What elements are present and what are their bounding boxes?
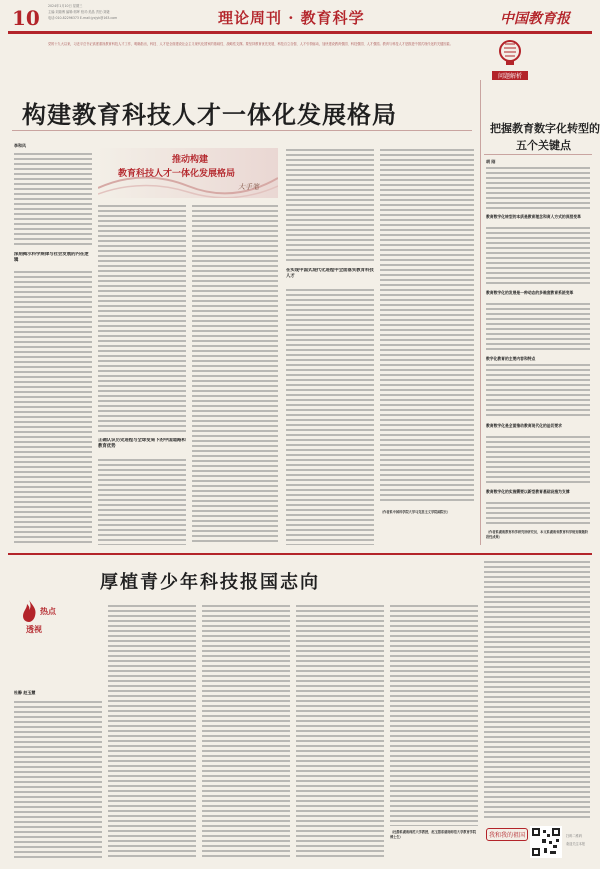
main-col-1-top bbox=[14, 152, 92, 247]
main-author: 李和风 bbox=[14, 143, 26, 148]
side-author: 胡 刚 bbox=[486, 159, 496, 164]
main-col-4-top bbox=[286, 148, 374, 262]
main-col-3 bbox=[192, 204, 278, 545]
section-divider bbox=[8, 553, 592, 555]
side-text-5 bbox=[486, 501, 590, 527]
lightbulb-icon bbox=[495, 38, 525, 68]
second-col-6 bbox=[484, 560, 590, 818]
main-col-5 bbox=[380, 148, 474, 504]
second-footer-note: （杜静系湖南师范大学教授，赵玉慧系湖南师范大学教育学院博士生） bbox=[390, 830, 477, 839]
header-rule bbox=[8, 31, 592, 34]
graphic-title-line1: 推动构建 bbox=[172, 155, 209, 165]
side-point-1: 教育数字化转型的本质是教育理念和育人方式的深层变革 bbox=[486, 214, 581, 219]
intro-text: 党的十九大以来，习近平总书记高度重视教育科技人才工作，明确指出，科技、人才是全面建设社会主义现代化国家的基础性、战略性支撑。要坚持教育优先发展、科技自立自强、人才引领驱动，加快建设教育强国、科技强国、人才强国。教育与科技人才是推进中国式现代化的关键因素。 bbox=[48, 42, 453, 46]
newspaper-name: 中国教育报 bbox=[500, 11, 570, 27]
editor-line: 主编:刘瑞博 编辑:郭晖 校对:美晶 责任:刘婕 bbox=[48, 10, 110, 14]
main-article-title: 构建教育科技人才一体化发展格局 bbox=[22, 100, 397, 129]
badge-label: 问题解析 bbox=[492, 71, 528, 80]
main-title-rule bbox=[12, 130, 472, 131]
feature-graphic bbox=[98, 148, 278, 198]
hot-topic-badge bbox=[18, 598, 64, 642]
side-point-3: 数字化教育的主要内容和特点 bbox=[486, 356, 536, 361]
main-subhead-1: 深刻揭示科学规律与社会发展的内在逻辑 bbox=[14, 252, 89, 263]
badge-hot-line2: 透视 bbox=[26, 625, 42, 634]
phone-line: 电话:010-82296373 E-mail:jycjyk@163.com bbox=[48, 16, 118, 20]
second-col-1 bbox=[14, 700, 102, 860]
side-rule bbox=[484, 154, 592, 155]
main-col-4-bottom bbox=[286, 288, 374, 545]
date-line: 2024年1月10日 星期三 bbox=[48, 4, 83, 8]
side-article-title-2: 五个关键点 bbox=[516, 139, 571, 152]
main-subhead-3: 在实现中国式现代化进程中全面落实教育科技人才 bbox=[286, 268, 374, 279]
qr-block bbox=[484, 822, 590, 864]
second-col-5 bbox=[390, 604, 478, 826]
qr-caption-1: 扫码二维码 bbox=[566, 834, 582, 838]
second-col-4 bbox=[296, 604, 384, 860]
main-col-2-top bbox=[98, 204, 186, 432]
flame-icon bbox=[18, 598, 40, 624]
main-footer-note: （作者系中国科学院大学马克思主义学院副院长） bbox=[380, 510, 451, 514]
badge-hot-line1: 热点 bbox=[40, 607, 56, 616]
section-title: 理论周刊 · 教育科学 bbox=[218, 9, 365, 27]
side-text-2 bbox=[486, 302, 590, 352]
qr-label: 我和我的祖国 bbox=[486, 828, 528, 841]
qr-code-icon[interactable] bbox=[530, 826, 562, 858]
side-text-3 bbox=[486, 363, 590, 419]
qr-caption-2: 欢迎关注本报 bbox=[566, 842, 586, 846]
page-header bbox=[0, 0, 600, 38]
side-intro-text bbox=[486, 166, 590, 210]
page-number: 10 bbox=[12, 6, 40, 30]
side-point-5: 教育数字化的实施需要以新型教育基础设施为支撑 bbox=[486, 489, 570, 494]
second-col-3 bbox=[202, 604, 290, 860]
side-text-4 bbox=[486, 435, 590, 485]
graphic-title-line2: 教育科技人才一体化发展格局 bbox=[118, 169, 236, 179]
main-subhead-2: 正确认识历史进程与全球变局下的中国道路和教育优势 bbox=[98, 438, 186, 449]
graphic-signature: 大手笔 bbox=[238, 183, 259, 191]
main-col-1-bottom bbox=[14, 270, 92, 545]
side-footer-note: （作者系湖南教育科学研究所研究员，本文系湖南省教育科学规划课题阶段性成果） bbox=[486, 530, 588, 539]
main-col-2-bottom bbox=[98, 458, 186, 545]
side-article-title-1: 把握教育数字化转型的 bbox=[490, 122, 600, 135]
side-text-1 bbox=[486, 226, 590, 286]
side-point-2: 教育数字化的发展是一种动态的多维度教育系统变革 bbox=[486, 290, 574, 295]
second-author: 杜静 赵玉慧 bbox=[14, 690, 36, 695]
side-point-4: 教育数字化是全面推动教育现代化的迫切要求 bbox=[486, 423, 562, 428]
problem-analysis-badge bbox=[492, 38, 528, 84]
vertical-divider bbox=[480, 80, 481, 545]
second-article-title: 厚植青少年科技报国志向 bbox=[100, 572, 320, 593]
intro-box bbox=[12, 40, 482, 68]
second-col-2 bbox=[108, 604, 196, 860]
